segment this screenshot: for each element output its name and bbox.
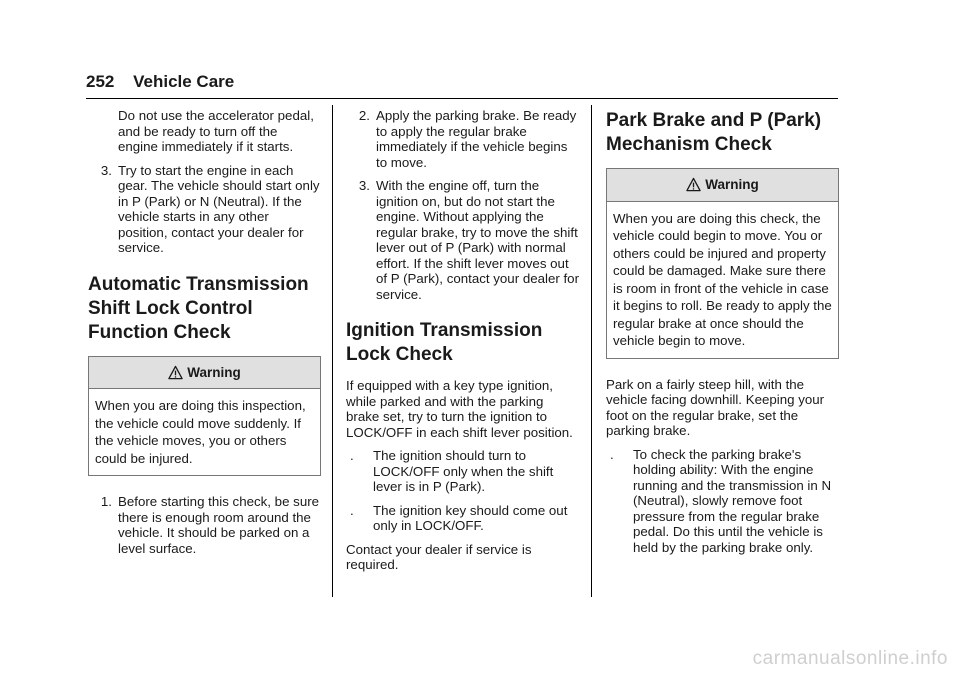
- warning-title: Warning: [705, 177, 759, 192]
- warning-header: [607, 169, 838, 202]
- bullet-marker: .: [610, 446, 614, 462]
- step-number: 3.: [100, 162, 112, 178]
- watermark: carmanualsonline.info: [752, 648, 948, 669]
- section-heading-ignition-lock: [346, 320, 579, 366]
- intro-paragraph: If equipped with a key type ignition, while parked and with the parking brake set, try to turn the ignition to LOCK/OFF in each shift lever position.: [346, 378, 573, 440]
- heading-line: Mechanism Check: [606, 134, 772, 155]
- bullet-item: [606, 447, 839, 556]
- page-number: 252: [86, 72, 115, 91]
- warning-box: [88, 356, 321, 477]
- step-continuation: Do not use the accelerator pedal, and be ready to turn off the engine immediately if it starts.: [118, 108, 314, 154]
- section-title: Vehicle Care: [133, 72, 235, 91]
- column-1: [88, 108, 321, 564]
- column-2: [346, 108, 579, 581]
- column-divider-2: [591, 105, 592, 597]
- bullet-marker: .: [350, 448, 354, 463]
- heading-line: Shift Lock Control: [88, 297, 253, 319]
- section-heading-shift-lock: [88, 274, 321, 344]
- step-text: Before starting this check, be sure there is enough room around the vehicle. It should be parked on a level surface.: [118, 494, 320, 556]
- step-1: [88, 494, 321, 556]
- step-number: 1.: [100, 494, 112, 509]
- bullet-item: [346, 448, 579, 495]
- step-text: Try to start the engine in each gear. The vehicle should start only in P (Park) or N (Neutral). If the vehicle starts in any other position, contact your dealer for service.: [118, 162, 320, 255]
- step-3: [88, 163, 321, 256]
- closing-paragraph: Contact your dealer if service is required.: [346, 541, 532, 572]
- warning-box: [606, 168, 839, 359]
- bullet-text: The ignition should turn to LOCK/OFF only when the shift lever is in P (Park).: [373, 448, 554, 494]
- heading-line: Lock Check: [346, 344, 453, 365]
- step-number: 3.: [358, 178, 370, 193]
- bullet-marker: .: [350, 502, 354, 518]
- heading-line: Ignition Transmission: [346, 320, 543, 341]
- section-heading-park-brake: [606, 110, 839, 156]
- warning-triangle-icon: [686, 177, 701, 192]
- step-2: [346, 108, 579, 170]
- bullet-text: The ignition key should come out only in LOCK/OFF.: [373, 502, 568, 533]
- heading-line: Park Brake and P (Park): [606, 110, 822, 131]
- warning-text: When you are doing this inspection, the vehicle could move suddenly. If the vehicle moves, you or others could be injured.: [95, 398, 306, 466]
- header-rule: [86, 98, 838, 99]
- step-3: [346, 178, 579, 302]
- step-number: 2.: [358, 108, 370, 123]
- step-text: With the engine off, turn the ignition on, but do not start the engine. Without applying the regular brake, try to move the shift lever out of P (Park) with normal effort. If the shift lever moves out of P (Park), contact your dealer for service.: [376, 178, 579, 302]
- column-divider-1: [332, 105, 333, 597]
- column-3: [606, 110, 839, 563]
- warning-text: When you are doing this check, the vehicle could begin to move. You or others could be injured and property could be damaged. Make sure there is room in front of the vehicle in case it begins to roll. Be ready to apply the regular brake at once should the vehicle begin to move.: [613, 210, 832, 348]
- heading-line: Function Check: [88, 321, 231, 343]
- page-header: [86, 72, 234, 92]
- warning-header: [89, 357, 320, 390]
- bullet-item: [346, 503, 579, 534]
- step-text: Apply the parking brake. Be ready to apply the regular brake immediately if the vehicle begins to move.: [376, 108, 577, 170]
- warning-triangle-icon: [168, 365, 183, 380]
- intro-paragraph: Park on a fairly steep hill, with the vehicle facing downhill. Keeping your foot on the regular brake, set the parking brake.: [606, 376, 825, 438]
- heading-line: Automatic Transmission: [88, 273, 309, 295]
- warning-title: Warning: [187, 364, 241, 380]
- bullet-text: To check the parking brake's holding ability: With the engine running and the transmission in N (Neutral), slowly remove foot pressure from the regular brake pedal. Do this until the vehicle is held by the parking brake only.: [633, 446, 832, 555]
